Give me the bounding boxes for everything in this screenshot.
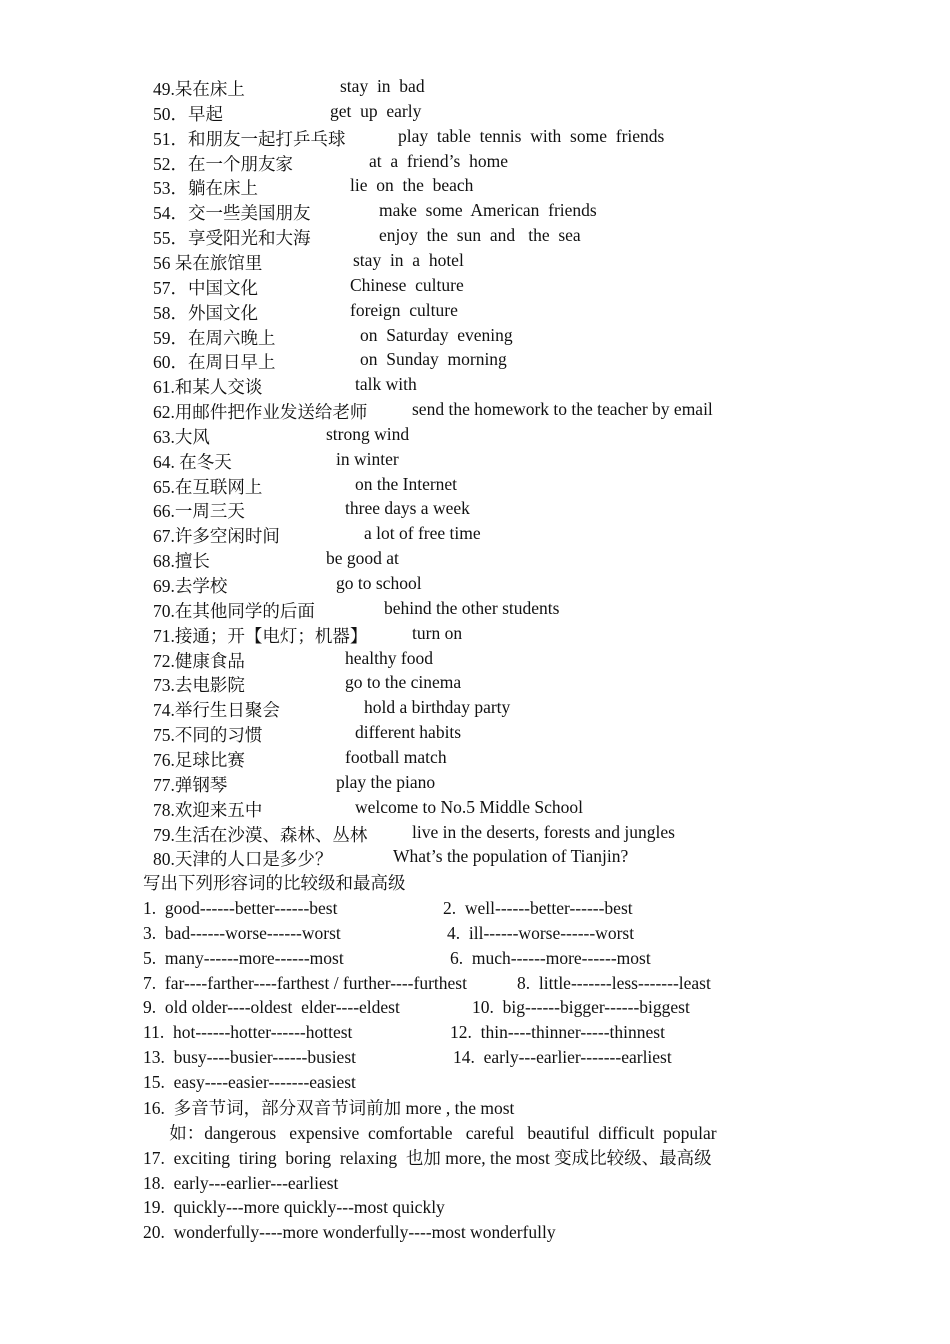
phrase-chinese: 59．在周六晚上 [153,327,276,348]
phrase-english: go to school [336,573,422,593]
phrase-chinese: 57．中国文化 [153,277,258,298]
phrase-english: make some American friends [379,200,597,221]
comparative-right: 6. much------more------most [450,947,651,968]
phrase-english: stay in bad [340,76,425,96]
phrase-chinese: 65.在互联网上 [153,476,263,497]
note-line: 16. 多音节词，部分双音节词前加 more , the most [143,1098,515,1118]
phrase-chinese: 80.天津的人口是多少？ [153,849,333,870]
note-line: 18. early---earlier---earliest [143,1172,339,1193]
comparative-right: 4. ill------worse------worst [447,922,635,943]
comparative-right: 12. thin----thinner-----thinnest [450,1022,665,1043]
phrase-chinese: 49.呆在床上 [153,79,245,99]
phrase-chinese: 55．享受阳光和大海 [153,228,311,249]
comparative-left: 1. good------better------best [143,898,338,918]
phrase-english: send the homework to the teacher by email [412,399,713,420]
phrase-english: enjoy the sun and the sea [379,225,581,246]
phrase-english: get up early [330,100,422,121]
phrase-english: play table tennis with some friends [398,125,665,146]
note-line: 19. quickly---more quickly---most quickly [143,1197,445,1218]
phrase-chinese: 67.许多空闲时间 [153,526,280,547]
phrase-chinese: 69.去学校 [153,576,228,596]
phrase-english: play the piano [336,771,436,792]
phrase-chinese: 61.和某人交谈 [153,377,263,398]
phrase-english: on the Internet [355,473,458,494]
phrase-english: be good at [326,548,399,569]
phrase-chinese: 77.弹钢琴 [153,774,228,795]
phrase-english: on Saturday evening [360,324,513,345]
phrase-chinese: 73.去电影院 [153,675,245,696]
comparative-right: 8. little-------less-------least [517,972,711,993]
phrase-english: different habits [355,722,462,743]
comparative-left: 7. far----farther----farthest / further----furthest [143,972,467,993]
phrase-chinese: 60．在周日早上 [153,352,276,373]
phrase-english: turn on [412,622,463,643]
phrase-chinese: 68.擅长 [153,551,210,572]
phrase-chinese: 79.生活在沙漠、森林、丛林 [153,824,368,845]
comparative-left: 15. easy----easier-------easiest [143,1071,356,1092]
phrase-english: go to the cinema [345,672,462,693]
phrase-english: a lot of free time [364,523,481,544]
section-heading: 写出下列形容词的比较级和最高级 [143,873,406,893]
note-line: 20. wonderfully----more wonderfully----most wonderfully [143,1222,556,1243]
phrase-english: foreign culture [350,299,458,320]
phrase-english: hold a birthday party [364,697,511,718]
note-line: 如：dangerous expensive comfortable careful beautiful difficult popular [143,1122,717,1143]
phrase-english: at a friend’s home [369,150,508,171]
phrase-english: live in the deserts, forests and jungles [412,821,675,842]
phrase-chinese: 51．和朋友一起打乒乓球 [153,128,346,149]
phrase-english: football match [345,746,447,767]
phrase-chinese: 78.欢迎来五中 [153,799,263,820]
phrase-english: on Sunday morning [360,349,507,370]
phrase-chinese: 54．交一些美国朋友 [153,203,311,224]
phrase-chinese: 56 呆在旅馆里 [153,252,263,273]
phrase-chinese: 50．早起 [153,103,223,124]
phrase-chinese: 63.大风 [153,426,210,447]
phrase-chinese: 62.用邮件把作业发送给老师 [153,402,368,423]
phrase-english: in winter [336,448,399,469]
phrase-chinese: 70.在其他同学的后面 [153,600,315,621]
comparative-right: 10. big------bigger------biggest [472,997,690,1018]
phrase-english: welcome to No.5 Middle School [355,796,583,817]
phrase-chinese: 74.举行生日聚会 [153,700,280,721]
phrase-chinese: 58．外国文化 [153,302,258,323]
comparative-left: 11. hot------hotter------hottest [143,1022,353,1043]
comparative-left: 13. busy----busier------busiest [143,1047,356,1068]
phrase-chinese: 72.健康食品 [153,650,245,671]
phrase-chinese: 53．躺在床上 [153,178,258,199]
phrase-english: healthy food [345,647,433,668]
phrase-chinese: 52．在一个朋友家 [153,153,293,174]
comparative-right: 2. well------better------best [443,898,633,918]
comparative-right: 14. early---earlier-------earliest [453,1047,672,1068]
phrase-english: talk with [355,374,417,395]
phrase-english: three days a week [345,498,470,519]
comparative-left: 3. bad------worse------worst [143,922,341,943]
comparative-left: 9. old older----oldest elder----eldest [143,997,400,1018]
phrase-english: stay in a hotel [353,249,464,270]
phrase-english: behind the other students [384,597,560,618]
phrase-chinese: 66.一周三天 [153,501,245,522]
note-line: 17. exciting tiring boring relaxing 也加 more, the most 变成比较级、最高级 [143,1147,712,1168]
phrase-chinese: 64. 在冬天 [153,451,232,472]
phrase-chinese: 76.足球比赛 [153,749,245,770]
phrase-english: What’s the population of Tianjin? [393,846,629,867]
phrase-english: lie on the beach [350,175,474,196]
comparative-left: 5. many------more------most [143,947,344,968]
phrase-chinese: 75.不同的习惯 [153,725,263,746]
phrase-chinese: 71.接通；开【电灯；机器】 [153,625,368,646]
phrase-english: Chinese culture [350,274,464,295]
phrase-english: strong wind [326,423,410,444]
